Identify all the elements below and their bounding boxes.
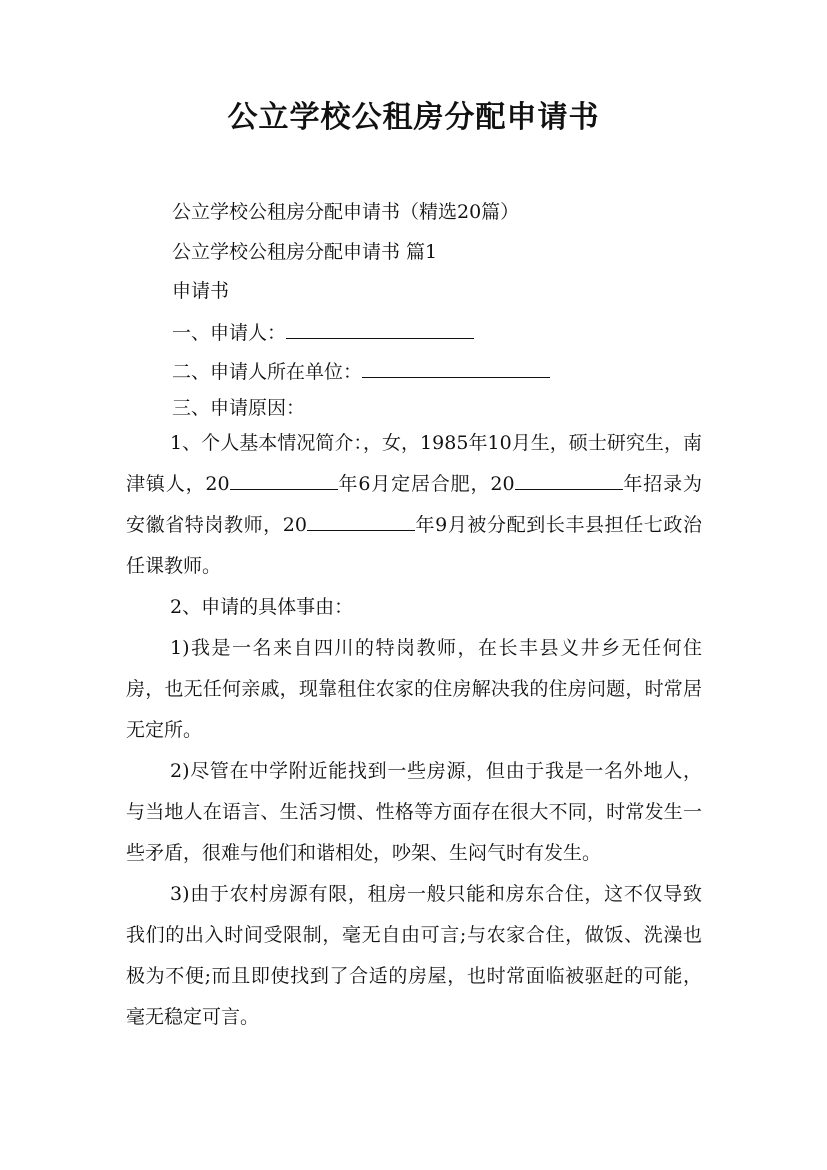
applicant-item — [172, 316, 474, 347]
applicant-blank — [286, 316, 474, 339]
p1-part-d: 年9月被分配到长丰县担任七政治任课教师。 — [126, 514, 702, 577]
paragraph-reason-2: 2)尽管在中学附近能找到一些房源，但由于我是一名外地人，与当地人在语言、生活习惯、性格等方面存在很大不同，时常发生一些矛盾，很难与他们和谐相处，吵架、生闷气时有发生。 — [126, 760, 702, 864]
p1-part-a: 1、个人基本情况简介：，女，1985年10月生，硕士研究生，南津镇人，20 — [126, 432, 702, 495]
p1-part-b: 年6月定居合肥，20 — [337, 473, 515, 495]
p1-part-c: 年招录为安徽省特岗教师，20 — [126, 473, 702, 536]
paragraph-reasons-heading: 2、申请的具体事由： — [170, 596, 354, 618]
doc-heading: 申请书 — [172, 280, 230, 302]
employer-item — [172, 355, 550, 386]
section-title: 公立学校公租房分配申请书 篇1 — [172, 241, 438, 263]
paragraph-personal-info — [126, 423, 702, 587]
year-blank-3 — [307, 508, 415, 531]
paragraph-reason-1: 1)我是一名来自四川的特岗教师，在长丰县义井乡无任何住房，也无任何亲戚，现靠租住农家的住房解决我的住房问题，时常居无定所。 — [126, 637, 702, 741]
year-blank-1 — [230, 467, 338, 490]
reason-item: 三、申请原因： — [172, 397, 306, 419]
employer-label: 二、申请人所在单位： — [172, 361, 363, 383]
applicant-label: 一、申请人： — [172, 322, 287, 344]
year-blank-2 — [515, 467, 623, 490]
subtitle-line: 公立学校公租房分配申请书（精选20篇） — [172, 201, 520, 223]
employer-blank — [362, 355, 550, 378]
document-title: 公立学校公租房分配申请书 — [227, 100, 600, 135]
body-paragraphs — [126, 423, 702, 1038]
paragraph-reason-3: 3)由于农村房源有限，租房一般只能和房东合住，这不仅导致我们的出入时间受限制，毫无自由可言;与农家合住，做饭、洗澡也极为不便;而且即使找到了合适的房屋，也时常面临被驱赶的可能，毫无稳定可言。 — [126, 883, 702, 1028]
